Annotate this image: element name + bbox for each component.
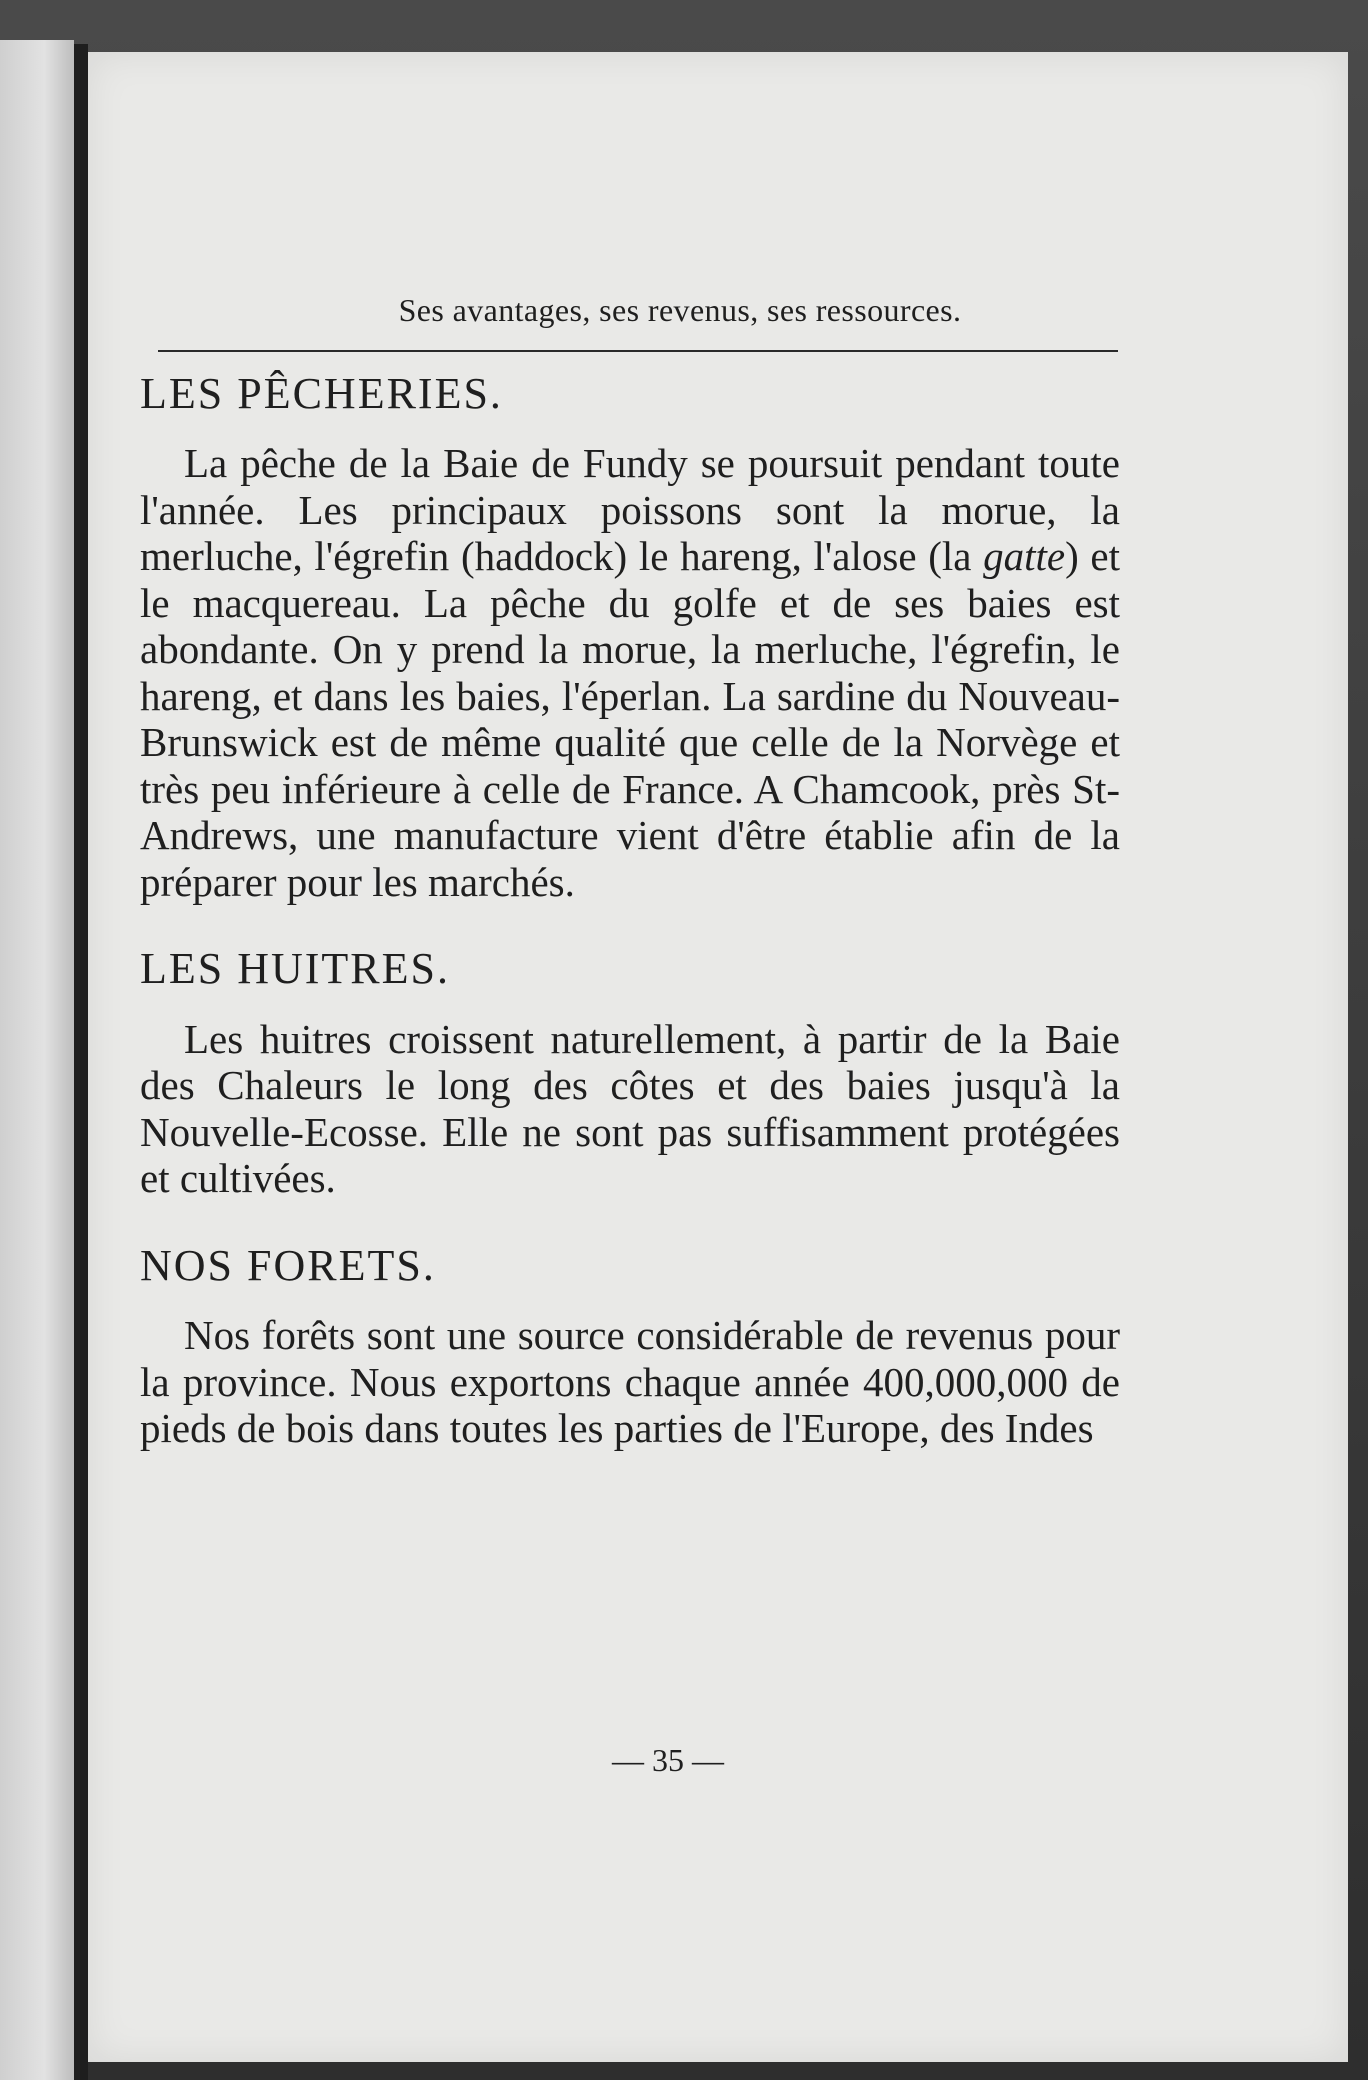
section-paragraph-pecheries	[140, 440, 1120, 905]
page-content	[140, 370, 1120, 1492]
paragraph-text: ) et le macquereau. La pêche du golfe et de ses baies est abondante. On y prend la morue, la merluche, l'égrefin, le hareng, et dans les baies, l'éperlan. La sardine du Nouveau-Brunswick est de même qualité que celle de la Norvège et très peu inférieure à celle de France. A Chamcook, près St-Andrews, une manufacture vient d'être établie afin de la préparer pour les marchés.	[140, 533, 1120, 905]
header-rule	[158, 350, 1118, 352]
section-heading-forets: NOS FORETS.	[140, 1240, 436, 1290]
section-heading-huitres: LES HUITRES.	[140, 944, 450, 994]
previous-page-edge	[0, 40, 74, 2080]
book-page	[88, 52, 1348, 2062]
paragraph-text: La pêche de la Baie de Fundy se poursuit pendant toute l'année. Les principaux poissons sont la morue, la merluche, l'égrefin (haddock) le hareng, l'alose (la	[140, 440, 1120, 580]
section-heading-pecheries: LES PÊCHERIES.	[140, 369, 503, 418]
section-paragraph-huitres: Les huitres croissent naturellement, à partir de la Baie des Chaleurs le long des côtes et des baies jusqu'à la Nouvelle-Ecosse. Elle ne sont pas suffisamment protégées et cultivées.	[140, 1015, 1120, 1202]
book-gutter	[74, 44, 88, 2080]
running-head: Ses avantages, ses revenus, ses ressources.	[398, 292, 962, 328]
italic-term: gatte	[983, 533, 1066, 580]
section-paragraph-forets: Nos forêts sont une source considérable de revenus pour la province. Nous exportons chaque année 400,000,000 de pieds de bois dans toutes les parties de l'Europe, des Indes	[140, 1312, 1120, 1452]
page-number: — 35 —	[612, 1742, 724, 1778]
